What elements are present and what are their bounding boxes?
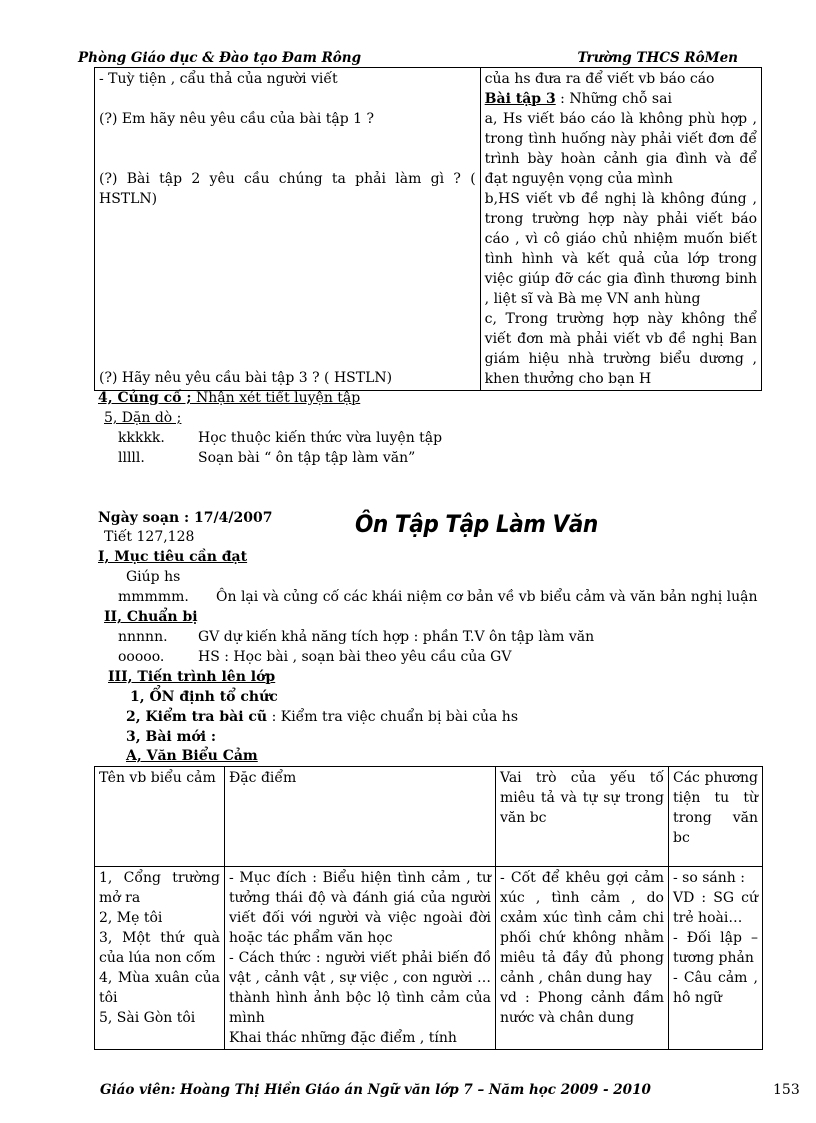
objectives-intro: Giúp hs xyxy=(126,569,181,585)
prep-heading: II, Chuẩn bị xyxy=(104,609,198,625)
practice-table xyxy=(94,67,762,391)
question-line: - Tuỳ tiện , cẩu thả của người viết xyxy=(99,71,338,87)
page-header xyxy=(78,50,738,68)
question-line: (?) Bài tập 2 yêu cầu chúng ta phải làm gì ? ( HSTLN) xyxy=(99,171,476,207)
step3: 3, Bài mới : xyxy=(126,729,217,745)
expressive-text-table xyxy=(94,766,763,1050)
header-left: Phòng Giáo dục & Đào tạo Đam Rông xyxy=(78,50,362,66)
question-line: (?) Hãy nêu yêu cầu bài tập 3 ? ( HSTLN) xyxy=(99,370,393,386)
question-line: (?) Em hãy nêu yêu cầu của bài tập 1 ? xyxy=(99,111,375,127)
section4-text: Nhận xét tiết luyện tập xyxy=(191,390,361,406)
section5-item: kkkkk. Học thuộc kiến thức vừa luyện tập xyxy=(118,430,443,446)
exercise3-label-rest: : Những chỗ sai xyxy=(555,91,672,107)
answer-line: của hs đưa ra để viết vb báo cáo xyxy=(484,71,715,87)
objectives-heading: I, Mục tiêu cần đạt xyxy=(98,549,248,565)
prep-item: nnnnn. GV dự kiến khả năng tích hợp : phần T.V ôn tập làm văn xyxy=(118,629,595,645)
objectives-item: mmmmm. Ôn lại và củng cố các khái niệm cơ bản về vb biểu cảm và văn bản nghị luận xyxy=(118,589,758,605)
lesson-period: Tiết 127,128 xyxy=(104,529,195,545)
header-cell: Tên vb biểu cảm xyxy=(95,767,225,867)
prep-item: ooooo. HS : Học bài , soạn bài theo yêu cầu của GV xyxy=(118,649,512,665)
answer-a: a, Hs viết báo cáo là không phù hợp , trong tình huống này phải viết đơn để trình bày hoàn cảnh gia đình và để đạt nguyện vọng của mình xyxy=(484,111,757,187)
lesson-title: Ôn Tập Tập Làm Văn xyxy=(355,510,598,538)
practice-questions-cell xyxy=(95,68,481,391)
section4-label: 4, Củng cố ; xyxy=(98,390,192,406)
section5-label: 5, Dặn dò ; xyxy=(104,410,182,426)
step1: 1, ỔN định tổ chức xyxy=(130,689,278,705)
header-cell: Đặc điểm xyxy=(225,767,496,867)
page-number: 153 xyxy=(773,1082,800,1098)
header-cell: Các phương tiện tu từ trong văn bc xyxy=(669,767,763,867)
practice-answers-cell xyxy=(480,68,761,391)
exercise3-label: Bài tập 3 xyxy=(484,91,556,107)
section5-item: lllll. Soạn bài “ ôn tập tập làm văn” xyxy=(118,450,416,466)
features-cell: - Mục đích : Biểu hiện tình cảm , tư tưởng thái độ và đánh giá của người viết đối với người và việc ngoài đời hoặc tác phẩm văn học - Cách thức : người viết phải biến đồ vật , cảnh vật , sự việc , con người …thành hình ảnh bộc lộ tình cảm của mình Khai thác những đặc điểm , tính xyxy=(225,867,496,1050)
header-right: Trường THCS RôMen xyxy=(577,50,738,66)
text-names-cell: 1, Cổng trường mở ra 2, Mẹ tôi 3, Một thứ quà của lúa non cốm 4, Mùa xuân của tôi 5, Sài Gòn tôi xyxy=(95,867,225,1050)
exercise3-heading xyxy=(485,89,757,109)
section4-line xyxy=(98,388,360,408)
answer-b: b,HS viết vb đề nghị là không đúng , trong trường hợp này phải viết báo cáo , vì cô giáo chủ nhiệm muốn biết tình hình và kết quả của lớp trong việc giúp đỡ các gia đình thương binh , liệt sĩ và Bà mẹ VN anh hùng xyxy=(484,191,757,307)
lesson-date: Ngày soạn : 17/4/2007 xyxy=(98,510,273,526)
section-a-heading: A, Văn Biểu Cảm xyxy=(126,748,258,764)
step2: 2, Kiểm tra bài cũ : Kiểm tra việc chuẩn bị bài của hs xyxy=(126,709,518,725)
answer-c: c, Trong trường hợp này không thể viết đơn mà phải viết vb đề nghị Ban giám hiệu nhà trường biểu dương , khen thưởng cho bạn H xyxy=(484,311,757,387)
header-cell: Vai trò của yếu tố miêu tả và tự sự trong văn bc xyxy=(496,767,669,867)
role-cell: - Cốt để khêu gợi cảm xúc , tình cảm , do cxảm xúc tình cảm chi phối chứ không nhằm miêu tả đầy đủ phong cảnh , chân dung hay vd : Phong cảnh đầm nước và chân dung xyxy=(496,867,669,1050)
process-heading: III, Tiến trình lên lớp xyxy=(108,669,276,685)
page-footer: Giáo viên: Hoàng Thị Hiền Giáo án Ngữ văn lớp 7 – Năm học 2009 - 2010 xyxy=(100,1082,651,1098)
rhetoric-cell: - so sánh : VD : SG cứ trẻ hoài… - Đối lập – tương phản - Câu cảm , hô ngữ xyxy=(669,867,763,1050)
